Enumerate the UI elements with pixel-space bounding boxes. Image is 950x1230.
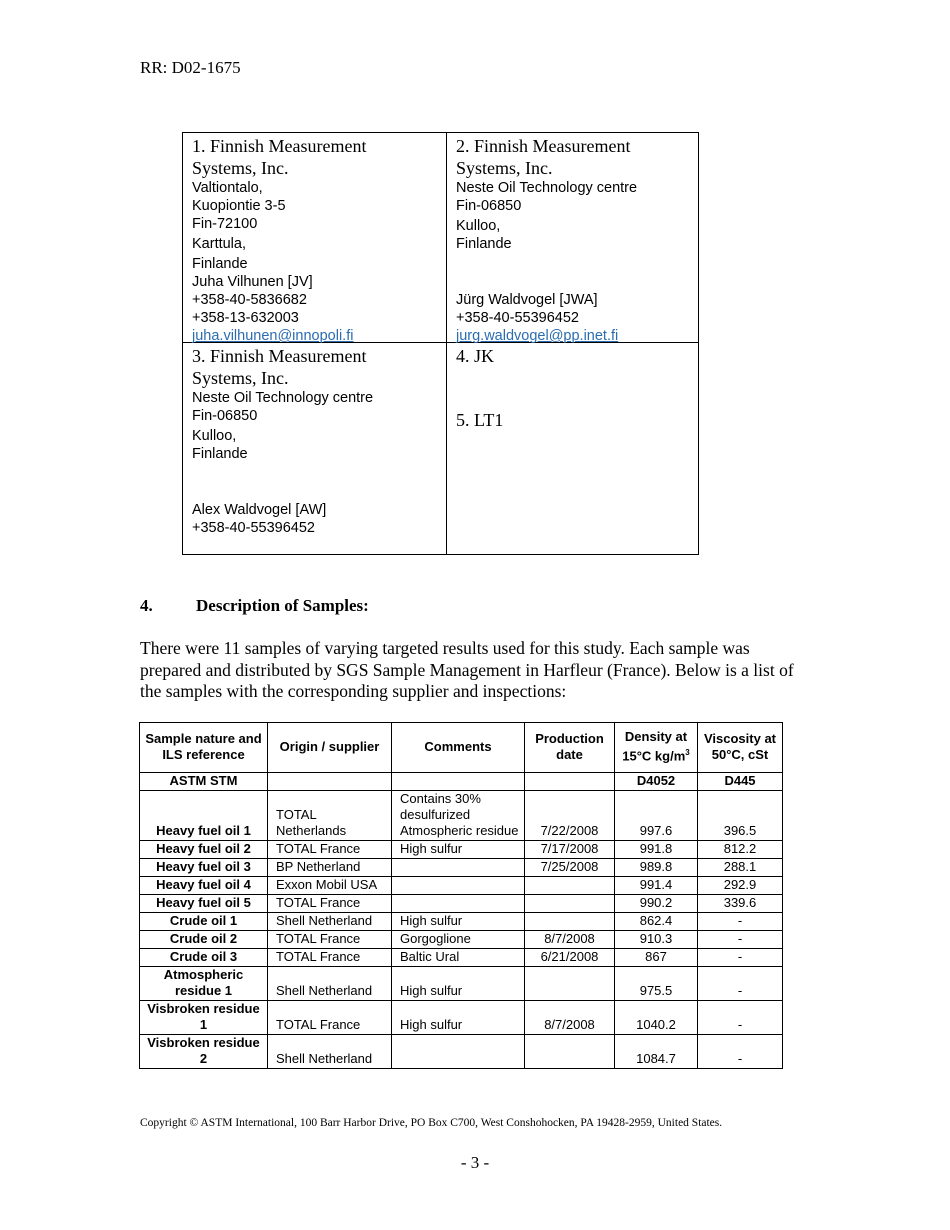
table-cell: TOTAL France: [268, 841, 392, 859]
table-row: [140, 913, 783, 931]
phone-number: +358-40-55396452: [456, 310, 579, 326]
table-cell: 7/22/2008: [525, 791, 615, 841]
table-cell: 1084.7: [615, 1035, 698, 1069]
table-cell: 990.2: [615, 895, 698, 913]
table-cell: 292.9: [698, 877, 783, 895]
participant-cell-1: [183, 133, 447, 343]
standard-row: [140, 773, 783, 791]
table-cell: 991.8: [615, 841, 698, 859]
table-row: [140, 949, 783, 967]
table-cell: D445: [698, 773, 783, 791]
address-line: Fin-72100: [192, 216, 258, 232]
table-header-row: [140, 723, 783, 773]
address-line: Finlande: [456, 236, 512, 252]
contact-name: Jürg Waldvogel [JWA]: [456, 292, 598, 308]
table-cell: 288.1: [698, 859, 783, 877]
table-cell: Visbroken residue 1: [140, 1001, 268, 1035]
org-line: Systems, Inc.: [192, 368, 289, 388]
table-cell: -: [698, 1035, 783, 1069]
table-row: [140, 1001, 783, 1035]
address-line: Fin-06850: [456, 198, 522, 214]
table-cell: TOTAL Netherlands: [268, 791, 392, 841]
address-line: Kulloo,: [456, 218, 501, 234]
column-header: Production date: [525, 723, 615, 773]
table-cell: Shell Netherland: [268, 967, 392, 1001]
table-cell: [525, 877, 615, 895]
org-line: 2. Finnish Measurement: [456, 136, 631, 156]
address-line: Kulloo,: [192, 428, 237, 444]
table-cell: Atmospheric residue 1: [140, 967, 268, 1001]
table-cell: Crude oil 1: [140, 913, 268, 931]
intro-paragraph: There were 11 samples of varying targeted results used for this study. Each sample was prepared and distributed by SGS Sample Management in Harfleur (France). Below is a list of the samples with the corresponding supplier and inspections:: [140, 638, 794, 701]
table-cell: TOTAL France: [268, 931, 392, 949]
density-header-text: Density at 15°C kg/m: [622, 729, 688, 764]
table-cell: 862.4: [615, 913, 698, 931]
page-number: - 3 -: [460, 1153, 490, 1172]
contact-name: Juha Vilhunen [JV]: [192, 274, 313, 290]
table-cell: 989.8: [615, 859, 698, 877]
table-row: [140, 931, 783, 949]
table-cell: High sulfur: [392, 913, 525, 931]
copyright-footer: Copyright © ASTM International, 100 Barr Harbor Drive, PO Box C700, West Conshohocken, PA 19428-2959, United States.: [140, 1117, 723, 1129]
phone-number: +358-40-55396452: [192, 520, 315, 536]
participant-cell-4: [447, 343, 698, 554]
table-cell: 867: [615, 949, 698, 967]
address-line: Karttula,: [192, 236, 246, 252]
table-cell: 1040.2: [615, 1001, 698, 1035]
contact-name: Alex Waldvogel [AW]: [192, 502, 327, 518]
table-cell: TOTAL France: [268, 895, 392, 913]
phone-number: +358-40-5836682: [192, 292, 307, 308]
table-cell: 7/17/2008: [525, 841, 615, 859]
section-heading: [140, 596, 369, 616]
table-cell: High sulfur: [392, 1001, 525, 1035]
table-row: [140, 859, 783, 877]
table-cell: [392, 859, 525, 877]
table-cell: Crude oil 2: [140, 931, 268, 949]
address-line: Fin-06850: [192, 408, 258, 424]
address-line: Finlande: [192, 256, 248, 272]
table-cell: [525, 895, 615, 913]
density-header-superscript: 3: [685, 748, 690, 758]
table-cell: [525, 967, 615, 1001]
table-row: [140, 1035, 783, 1069]
participant-cell-3: [183, 343, 447, 554]
column-header: Viscosity at 50°C, cSt: [698, 723, 783, 773]
table-cell: [525, 773, 615, 791]
table-cell: Contains 30% desulfurized Atmospheric residue: [392, 791, 525, 841]
table-cell: Crude oil 3: [140, 949, 268, 967]
section-title: Description of Samples:: [196, 596, 369, 615]
table-cell: Shell Netherland: [268, 1035, 392, 1069]
table-cell: Exxon Mobil USA: [268, 877, 392, 895]
address-line: Kuopiontie 3-5: [192, 198, 286, 214]
table-cell: TOTAL France: [268, 949, 392, 967]
samples-table: [139, 722, 783, 1069]
email-link[interactable]: juha.vilhunen@innopoli.fi: [192, 328, 354, 344]
table-row: [140, 895, 783, 913]
table-cell: 812.2: [698, 841, 783, 859]
table-cell: 396.5: [698, 791, 783, 841]
table-cell: 339.6: [698, 895, 783, 913]
table-cell: Heavy fuel oil 5: [140, 895, 268, 913]
table-cell: -: [698, 949, 783, 967]
table-cell: 910.3: [615, 931, 698, 949]
table-cell: BP Netherland: [268, 859, 392, 877]
column-header: Sample nature and ILS reference: [140, 723, 268, 773]
document-header: RR: D02-1675: [140, 58, 241, 77]
table-cell: TOTAL France: [268, 1001, 392, 1035]
table-cell: Heavy fuel oil 3: [140, 859, 268, 877]
org-line: 3. Finnish Measurement: [192, 346, 367, 366]
table-row: [140, 877, 783, 895]
table-cell: [392, 877, 525, 895]
table-cell: High sulfur: [392, 841, 525, 859]
table-cell: 8/7/2008: [525, 1001, 615, 1035]
participant-cell-2: [447, 133, 698, 343]
table-cell: ASTM STM: [140, 773, 268, 791]
table-cell: Visbroken residue 2: [140, 1035, 268, 1069]
table-cell: [525, 913, 615, 931]
table-cell: Baltic Ural: [392, 949, 525, 967]
table-cell: Heavy fuel oil 4: [140, 877, 268, 895]
participant-item: 4. JK: [456, 346, 495, 366]
table-row: [140, 841, 783, 859]
participants-grid: [182, 132, 699, 555]
table-cell: -: [698, 913, 783, 931]
table-cell: 997.6: [615, 791, 698, 841]
table-cell: 975.5: [615, 967, 698, 1001]
column-header: Comments: [392, 723, 525, 773]
table-cell: Heavy fuel oil 1: [140, 791, 268, 841]
table-cell: [268, 773, 392, 791]
address-line: Finlande: [192, 446, 248, 462]
address-line: Neste Oil Technology centre: [192, 390, 374, 406]
table-cell: -: [698, 1001, 783, 1035]
address-line: Neste Oil Technology centre: [456, 180, 638, 196]
org-line: 1. Finnish Measurement: [192, 136, 367, 156]
column-header: [615, 723, 698, 773]
org-line: Systems, Inc.: [456, 158, 553, 178]
table-row: [140, 791, 783, 841]
table-cell: 6/21/2008: [525, 949, 615, 967]
table-row: [140, 967, 783, 1001]
table-cell: 8/7/2008: [525, 931, 615, 949]
section-number: 4.: [140, 596, 153, 615]
participant-item: 5. LT1: [456, 410, 504, 430]
address-line: Valtiontalo,: [192, 180, 263, 196]
table-cell: Shell Netherland: [268, 913, 392, 931]
table-cell: Gorgoglione: [392, 931, 525, 949]
table-cell: [392, 773, 525, 791]
column-header: Origin / supplier: [268, 723, 392, 773]
table-cell: 991.4: [615, 877, 698, 895]
table-cell: Heavy fuel oil 2: [140, 841, 268, 859]
table-cell: -: [698, 931, 783, 949]
org-line: Systems, Inc.: [192, 158, 289, 178]
phone-number: +358-13-632003: [192, 310, 299, 326]
table-cell: -: [698, 967, 783, 1001]
table-cell: 7/25/2008: [525, 859, 615, 877]
table-cell: High sulfur: [392, 967, 525, 1001]
table-cell: [392, 1035, 525, 1069]
table-cell: [392, 895, 525, 913]
email-link[interactable]: jurg.waldvogel@pp.inet.fi: [456, 328, 619, 344]
table-cell: D4052: [615, 773, 698, 791]
table-cell: [525, 1035, 615, 1069]
